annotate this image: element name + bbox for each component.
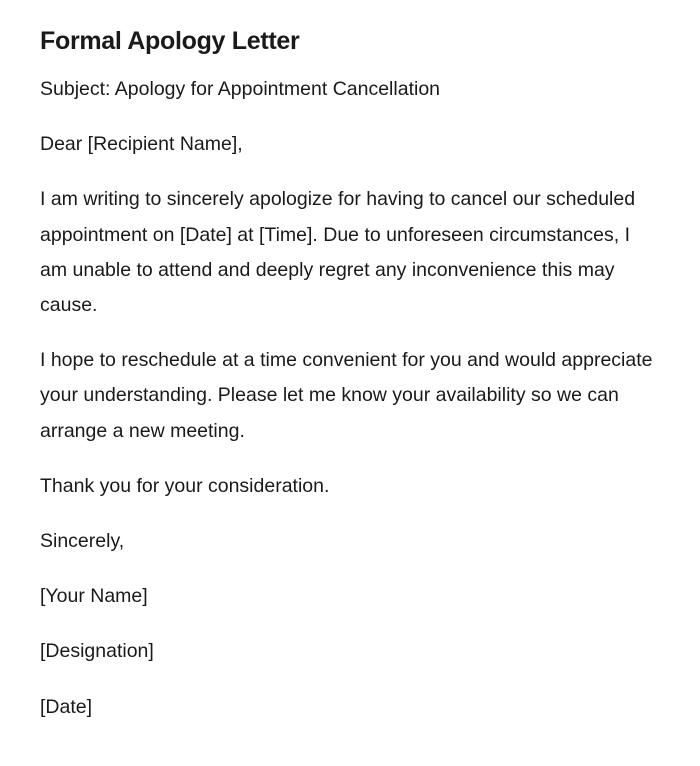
letter-body-paragraph-2: I hope to reschedule at a time convenient for you and would appreciate your understanding. Please let me know your availability so we can arrange a new meeting. xyxy=(40,349,653,442)
letter-closing: Sincerely, xyxy=(40,530,125,553)
letter-title: Formal Apology Letter xyxy=(40,27,300,55)
letter-subject: Subject: Apology for Appointment Cancellation xyxy=(40,78,441,100)
letter-sender-name: [Your Name] xyxy=(40,585,148,608)
letter-designation: [Designation] xyxy=(40,640,154,663)
letter-thanks: Thank you for your consideration. xyxy=(40,474,330,497)
letter-salutation: Dear [Recipient Name], xyxy=(40,133,243,156)
letter-body-paragraph-1: I am writing to sincerely apologize for having to cancel our scheduled appointment on [Date] at [Time]. Due to unforeseen circumstances, I am unable to attend and deeply regret any inconvenience this may cause. xyxy=(40,188,636,317)
letter-date: [Date] xyxy=(40,695,93,718)
